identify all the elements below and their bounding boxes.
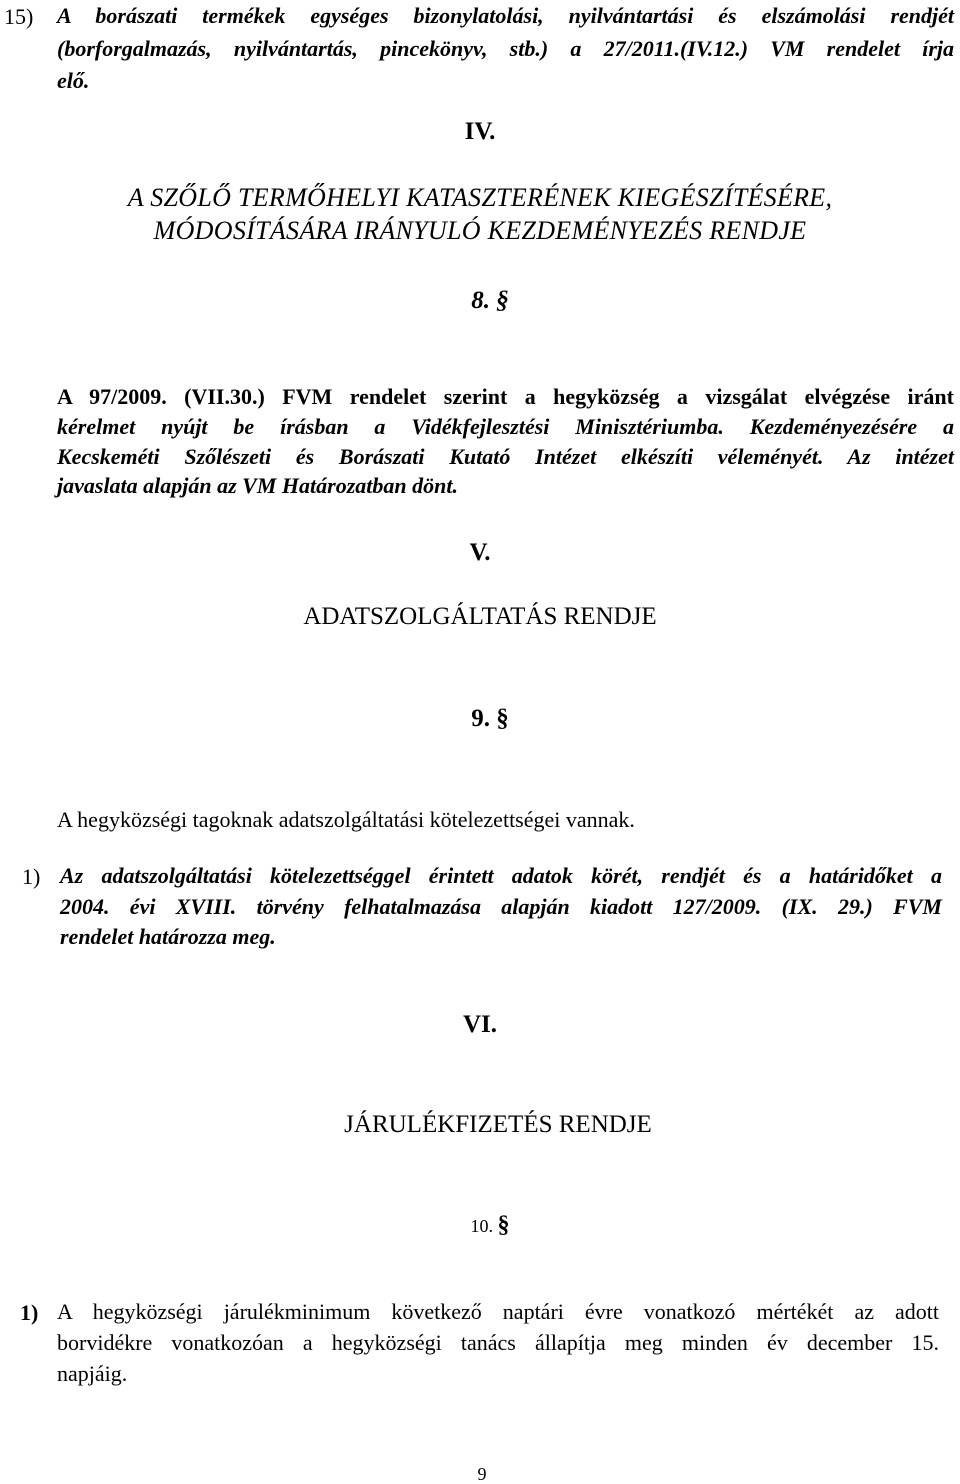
item-15-line-1: A borászati termékek egységes bizonylatolási, nyilvántartási és elszámolási rendjét <box>57 3 954 28</box>
section-4-title-line-2: MÓDOSÍTÁSÁRA IRÁNYULÓ KEZDEMÉNYEZÉS RENDJE <box>153 216 807 245</box>
section-4-para-line-1 <box>57 382 954 412</box>
section-4-para-line-3: Kecskeméti Szőlészeti és Borászati Kutató Intézet elkészíti véleményét. Az intézet <box>57 444 954 469</box>
section-5-item-line-1: Az adatszolgáltatási kötelezettséggel érintett adatok körét, rendjét és a határidőket a <box>60 863 942 888</box>
section-4-paragraph-heading <box>10 287 960 315</box>
section-6-item-line-1: A hegyközségi járulékminimum következő naptári évre vonatkozó mértékét az adott <box>57 1299 939 1324</box>
paragraph-number: 10. <box>470 1216 493 1236</box>
section-sign: § <box>496 705 509 732</box>
item-15-line-3: elő. <box>57 68 90 93</box>
item-15-line-2: (borforgalmazás, nyilvántartás, pincekönyv, stb.) a 27/2011.(IV.12.) VM rendelet írja <box>57 36 954 61</box>
section-5-item-line-3: rendelet határozza meg. <box>60 924 276 949</box>
item-15-number: 15) <box>4 4 34 29</box>
section-5-item-number: 1) <box>22 864 41 889</box>
section-4-title-line-1: A SZŐLŐ TERMŐHELYI KATASZTERÉNEK KIEGÉSZÍTÉSÉRE, <box>127 183 833 212</box>
paragraph-number: 9. <box>471 705 490 732</box>
section-6-numeral: VI. <box>462 1011 498 1038</box>
section-4-para-line-4: javaslata alapján az VM Határozatban dönt. <box>57 473 458 498</box>
section-6-item-number: 1) <box>20 1300 39 1325</box>
section-5-paragraph-heading <box>10 705 960 733</box>
section-5-item-line-2: 2004. évi XVIII. törvény felhatalmazása alapján kiadott 127/2009. (IX. 29.) FVM <box>60 894 942 919</box>
section-5-title: ADATSZOLGÁLTATÁS RENDJE <box>303 603 657 630</box>
section-4-para-line-1-text: A 97/2009. (VII.30.) FVM rendelet szerint a hegyközség a vizsgálat elvégzése iránt <box>57 384 954 409</box>
section-sign: § <box>496 287 509 314</box>
section-4-numeral: IV. <box>464 118 496 145</box>
section-6-title: JÁRULÉKFIZETÉS RENDJE <box>344 1111 652 1138</box>
page-number: 9 <box>477 1464 487 1484</box>
section-sign: § <box>497 1212 510 1238</box>
section-4-para-line-2: kérelmet nyújt be írásban a Vidékfejlesztési Minisztériumba. Kezdeményezésére a <box>57 414 954 439</box>
section-6-item-line-3: napjáig. <box>57 1361 128 1386</box>
section-5-intro: A hegyközségi tagoknak adatszolgáltatási kötelezettségei vannak. <box>57 807 635 832</box>
section-5-numeral: V. <box>469 539 491 566</box>
paragraph-number: 8. <box>471 287 490 314</box>
section-6-paragraph-heading <box>10 1212 960 1239</box>
section-6-item-line-2: borvidékre vonatkozóan a hegyközségi tanács állapítja meg minden év december 15. <box>57 1330 939 1355</box>
